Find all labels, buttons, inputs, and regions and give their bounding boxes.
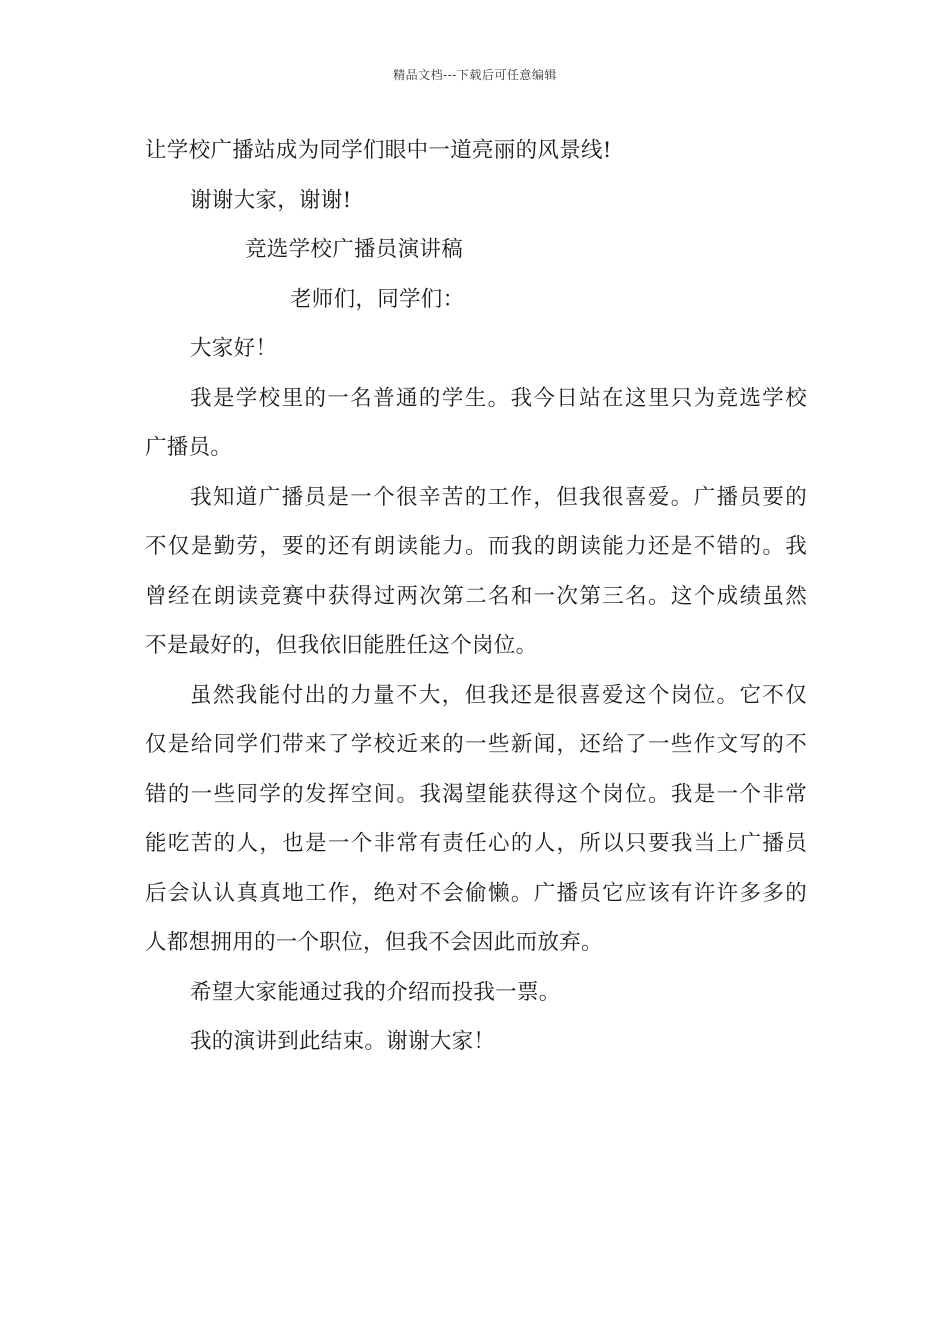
paragraph-line: 仅是给同学们带来了学校近来的一些新闻，还给了一些作文写的不	[145, 732, 807, 757]
paragraph-line: 后会认认真真地工作，绝对不会偷懒。广播员它应该有许许多多的	[145, 880, 807, 906]
thanks-line: 谢谢大家，谢谢!	[190, 187, 352, 213]
paragraph-line: 广播员。	[145, 435, 233, 460]
page-header: 精品文档---下载后可任意编辑	[393, 68, 557, 82]
paragraph-line: 人都想拥用的一个职位，但我不会因此而放弃。	[145, 930, 603, 955]
paragraph-line: 能吃苦的人，也是一个非常有责任心的人，所以只要我当上广播员	[145, 831, 807, 856]
paragraph-line: 希望大家能通过我的介绍而投我一票。	[190, 979, 561, 1005]
greeting: 大家好！	[190, 336, 278, 361]
paragraph-line: 不仅是勤劳，要的还有朗读能力。而我的朗读能力还是不错的。我	[145, 534, 807, 559]
salutation: 老师们，同学们：	[290, 286, 465, 312]
paragraph-line: 我的演讲到此结束。谢谢大家！	[190, 1029, 496, 1054]
document-body	[145, 126, 807, 1067]
closing-line: 让学校广播站成为同学们眼中一道亮丽的风景线!	[145, 138, 612, 163]
paragraph-line: 我知道广播员是一个很辛苦的工作，但我很喜爱。广播员要的	[190, 484, 807, 510]
paragraph-line: 虽然我能付出的力量不大，但我还是很喜爱这个岗位。它不仅	[190, 682, 807, 708]
speech-title: 竞选学校广播员演讲稿	[245, 237, 464, 262]
paragraph-line: 我是学校里的一名普通的学生。我今日站在这里只为竞选学校	[190, 385, 807, 411]
paragraph-line: 曾经在朗读竞赛中获得过两次第二名和一次第三名。这个成绩虽然	[145, 583, 807, 609]
paragraph-line: 错的一些同学的发挥空间。我渴望能获得这个岗位。我是一个非常	[145, 781, 807, 807]
paragraph-line: 不是最好的，但我依旧能胜任这个岗位。	[145, 633, 538, 658]
